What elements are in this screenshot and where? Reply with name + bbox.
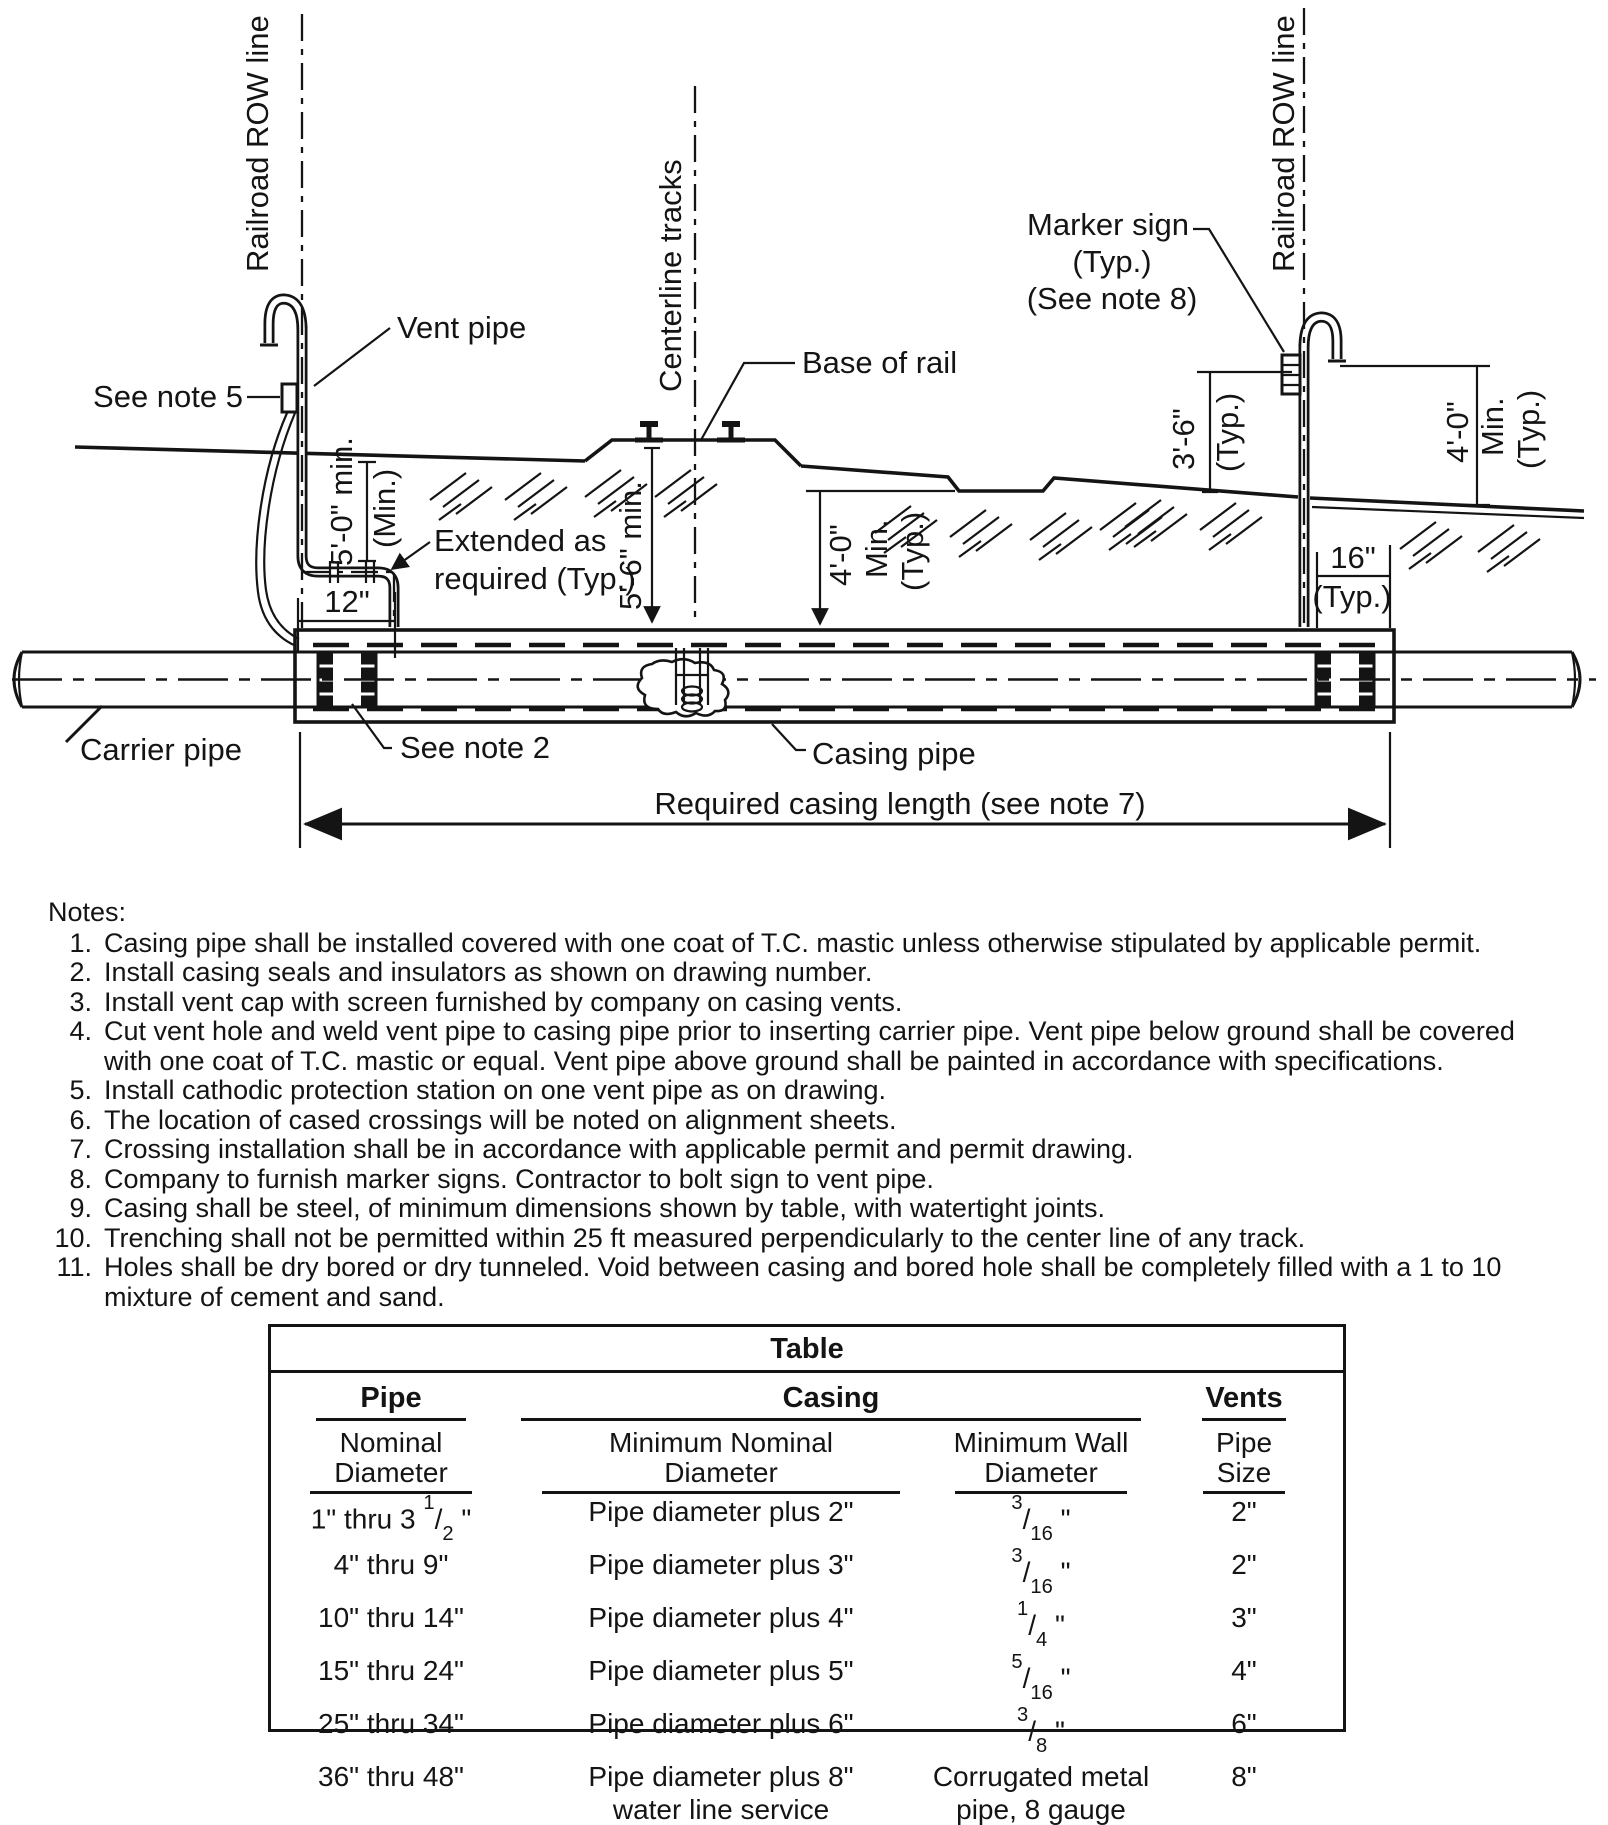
note-item: Install cathodic protection station on one vent pipe as on drawing. xyxy=(104,1075,886,1105)
note-item: Casing pipe shall be installed covered with one coat of T.C. mastic unless otherwise stipulated by applicable permit. xyxy=(104,927,1482,958)
extended-label-1: Extended as xyxy=(434,523,607,558)
table-group-vents: Vents xyxy=(1151,1373,1337,1421)
dim-16-text: 16" xyxy=(1330,540,1376,575)
table-row xyxy=(271,1544,1343,1600)
table-column-header xyxy=(271,1421,1343,1494)
notes-heading: Notes: xyxy=(48,897,127,927)
note-item: Trenching shall not be permitted within 25 ft measured perpendicularly to the center line of any track. xyxy=(104,1222,1306,1253)
notes-list xyxy=(48,929,1548,1313)
dim-5-6-text2: 5'-6" min. xyxy=(613,481,648,610)
table-cell: 15" thru 24" xyxy=(318,1654,464,1686)
row-line-right-label: Railroad ROW line xyxy=(1266,15,1301,272)
table-cell: Pipe diameter plus 4" xyxy=(588,1601,854,1633)
extended-label-2: required (Typ.) xyxy=(434,561,636,596)
table-cell: Corrugated metal pipe, 8 gauge xyxy=(932,1760,1150,1825)
marker-sign-label-1: Marker sign xyxy=(1027,207,1189,242)
table-cell: 6" xyxy=(1231,1707,1257,1739)
marker-sign-label-3: (See note 8) xyxy=(1026,281,1198,316)
table-cell: 2" xyxy=(1231,1548,1257,1580)
rail-right xyxy=(717,424,745,440)
dim-5-0-text: 5'-0" min. xyxy=(324,437,359,566)
note-item: Company to furnish marker signs. Contractor to bolt sign to vent pipe. xyxy=(104,1163,934,1194)
table-cell: 10" thru 14" xyxy=(318,1601,464,1633)
vent-pipe-callout xyxy=(314,310,526,386)
marker-sign-label-2: (Typ.) xyxy=(1072,244,1152,279)
table-cell: Pipe diameter plus 5" xyxy=(588,1654,854,1686)
dim-4-0-mid-min: Min. xyxy=(859,519,894,578)
table-row xyxy=(271,1759,1343,1825)
dim-5-0-min-text: (Min.) xyxy=(367,468,402,548)
table-cell: $^3/_{16}$ " xyxy=(1011,1491,1071,1545)
note-item: Holes shall be dry bored or dry tunneled. Void between casing and bored hole shall be completely filled with a 1 to 10 mixture of cement and sand. xyxy=(104,1252,1502,1312)
dim-12-text: 12" xyxy=(324,584,370,619)
table-cell: Pipe diameter plus 3" xyxy=(588,1548,854,1580)
dim-4-0-right xyxy=(1340,366,1546,505)
table-cell: Pipe diameter plus 2" xyxy=(588,1496,854,1527)
table-cell: $^5/_{16}$ " xyxy=(1011,1650,1071,1704)
required-casing-length-label: Required casing length (see note 7) xyxy=(654,786,1146,821)
dim-4-0-mid-text: 4'-0" xyxy=(823,524,858,586)
table-cell: Pipe diameter plus 6" xyxy=(588,1707,854,1739)
table-body xyxy=(271,1491,1343,1825)
dim-4-0-r-min: Min. xyxy=(1475,397,1510,456)
base-of-rail-label: Base of rail xyxy=(802,345,958,380)
centerline-tracks-label: Centerline tracks xyxy=(653,159,688,392)
table-column-header: Minimum Wall Diameter xyxy=(931,1421,1151,1494)
dim-4-0-mid-typ: (Typ.) xyxy=(895,511,930,591)
note-item: Casing shall be steel, of minimum dimensions shown by table, with watertight joints. xyxy=(104,1193,1105,1223)
table-column-header: Minimum Nominal Diameter xyxy=(511,1421,931,1494)
installation-diagram xyxy=(0,0,1608,872)
vent-pipe-label: Vent pipe xyxy=(397,310,527,345)
table-row xyxy=(271,1650,1343,1706)
table-cell: 2" xyxy=(1231,1496,1257,1527)
table-cell: 1" thru 3 $^1/_2$ " xyxy=(310,1491,472,1545)
casing-pipe-callout xyxy=(772,724,976,771)
dim-4-0-r-typ: (Typ.) xyxy=(1511,389,1546,469)
table-group-header xyxy=(271,1373,1343,1421)
table-group-casing: Casing xyxy=(511,1373,1151,1421)
carrier-pipe-callout xyxy=(66,706,242,767)
casing-pipe-label: Casing pipe xyxy=(812,736,976,771)
track-embankment xyxy=(585,424,801,466)
marker-sign-shape xyxy=(1282,355,1300,394)
table-cell: $^3/_{16}$ " xyxy=(1011,1544,1071,1598)
note-item: The location of cased crossings will be noted on alignment sheets. xyxy=(104,1104,897,1135)
dim-5-6-min xyxy=(613,448,660,622)
table-cell: 25" thru 34" xyxy=(318,1707,464,1739)
dim-3-6-text: 3'-6" xyxy=(1166,408,1201,470)
see-note-5-label: See note 5 xyxy=(93,379,243,414)
note-item: Crossing installation shall be in accordance with applicable permit and permit drawing. xyxy=(104,1134,1134,1164)
dim-3-6 xyxy=(1166,372,1292,492)
dim-16-typ: (Typ.) xyxy=(1312,579,1392,614)
table-cell: 36" thru 48" xyxy=(318,1760,464,1792)
spec-table xyxy=(268,1324,1346,1825)
table-cell: $^1/_4$ " xyxy=(1017,1597,1065,1651)
table-row xyxy=(271,1491,1343,1547)
table-cell: Pipe diameter plus 8" water line service xyxy=(588,1760,854,1825)
row-line-left-label: Railroad ROW line xyxy=(240,15,275,272)
table-row xyxy=(271,1597,1343,1653)
notes-section xyxy=(48,898,1548,1312)
dim-3-6-typ: (Typ.) xyxy=(1210,392,1245,472)
rail-left xyxy=(635,424,663,440)
dim-16 xyxy=(1312,540,1391,628)
table-cell: 3" xyxy=(1231,1601,1257,1633)
dim-4-0-mid xyxy=(806,491,955,624)
table-cell: 8" xyxy=(1231,1760,1257,1792)
marker-sign-callout xyxy=(1027,207,1284,352)
table-column-header: Nominal Diameter xyxy=(271,1421,511,1494)
dim-4-0-r-text: 4'-0" xyxy=(1440,401,1475,463)
table-group-pipe: Pipe xyxy=(271,1373,511,1421)
table-column-header: Pipe Size xyxy=(1151,1421,1337,1494)
note-item: Install vent cap with screen furnished by company on casing vents. xyxy=(104,986,903,1017)
table-cell: 4" xyxy=(1231,1654,1257,1686)
see-note-5-callout xyxy=(93,379,280,414)
note-item: Cut vent hole and weld vent pipe to casing pipe prior to inserting carrier pipe. Vent pipe below ground shall be covered with one coat of T.C. mastic or equal. Vent pipe above ground shall be painted in accordance with specifications. xyxy=(104,1016,1515,1076)
table-title: Table xyxy=(271,1327,1343,1373)
see-note-2-label: See note 2 xyxy=(400,730,550,765)
table-cell: $^3/_8$ " xyxy=(1017,1703,1065,1757)
table-cell: 4" thru 9" xyxy=(333,1548,449,1580)
cathodic-protection-station xyxy=(256,384,299,646)
table-row xyxy=(271,1703,1343,1759)
carrier-pipe-label: Carrier pipe xyxy=(80,732,242,767)
note-item: Install casing seals and insulators as shown on drawing number. xyxy=(104,957,873,987)
extended-as-required-callout xyxy=(392,523,636,596)
